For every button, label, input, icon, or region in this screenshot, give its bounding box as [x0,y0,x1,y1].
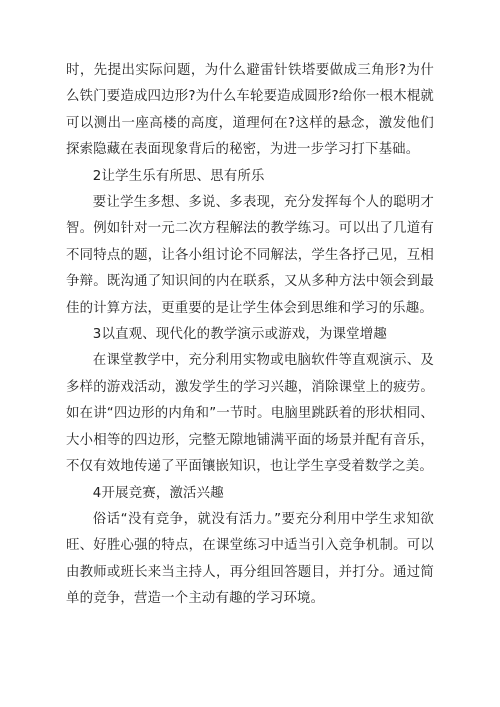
paragraph-section-2: 要让学生多想、多说、多表现，充分发挥每个人的聪明才智。例如针对一元二次方程解法的教学练习。可以出了几道有不同特点的题，让各小组讨论不同解法，学生各抒己见，互相争辩。既沟通了知识间的内在联系，又从多种方法中领会到最佳的计算方法，更重要的是让学生体会到思维和学习的乐趣。 [66,195,434,316]
paragraph-continued-intro: 时，先提出实际问题，为什么避雷针铁塔要做成三角形?为什么铁门要造成四边形?为什么车轮要造成圆形?给你一根木棍就可以测出一座高楼的高度，道理何在?这样的悬念，激发他们探索隐藏在表面现象背后的秘密，为进一步学习打下基础。 [66,63,434,158]
paragraph-section-3: 在课堂教学中，充分利用实物或电脑软件等直观演示、及多样的游戏活动，激发学生的学习兴趣，消除课堂上的疲劳。如在讲“四边形的内角和”一节时。电脑里跳跃着的形状相同、大小相等的四边形，完整无隙地铺满平面的场景并配有音乐，不仅有效地传递了平面镶嵌知识，也让学生享受着数学之美。 [66,353,434,475]
section-heading-3: 3以直观、现代化的教学演示或游戏，为课堂增趣 [92,327,387,343]
paragraph-section-4: 俗话“没有竞争，就没有活力。”要充分利用中学生求知欲旺、好胜心强的特点，在课堂练习中适当引入竞争机制。可以由教师或班长来当主持人，再分组回答题目，并打分。通过简单的竞争，营造一个主动有趣的学习环境。 [66,511,434,607]
section-heading-4: 4开展竞赛，激活兴趣 [92,485,224,501]
section-heading-2: 2让学生乐有所思、思有所乐 [92,168,265,184]
